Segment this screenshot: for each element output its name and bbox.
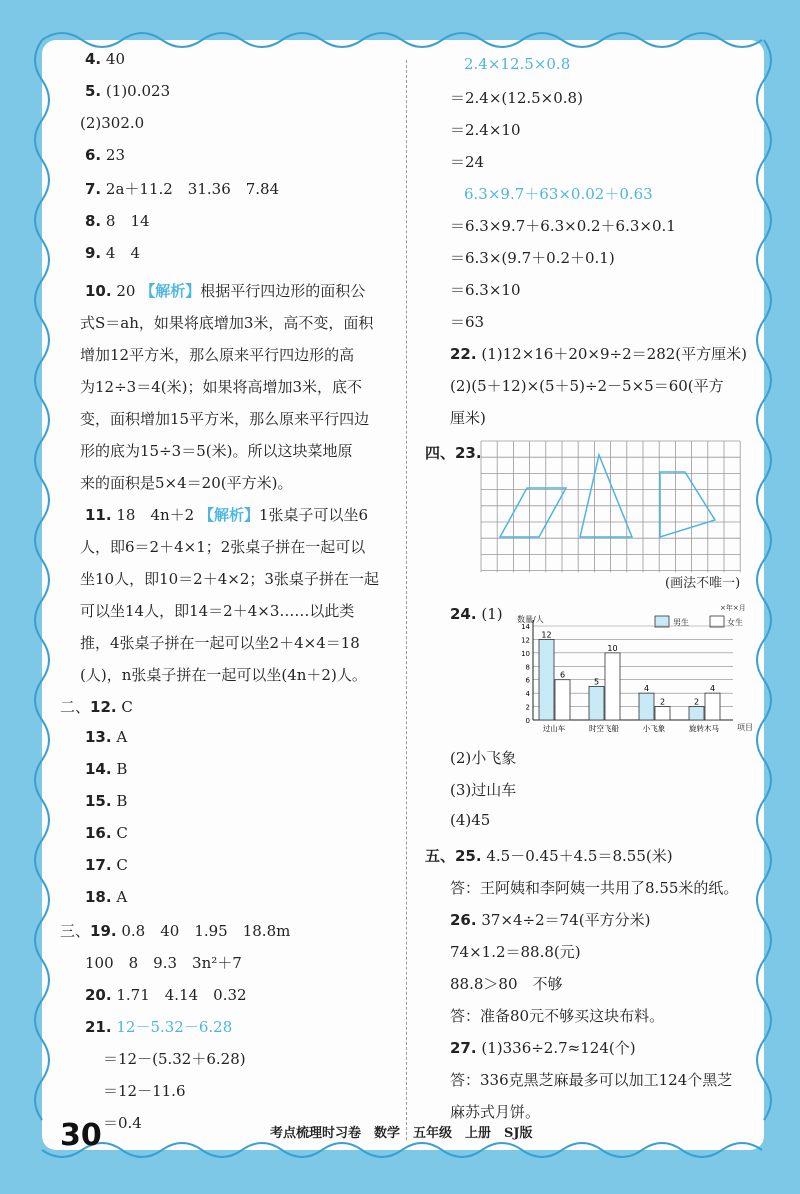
q11-answer: 18 4n＋2	[116, 506, 195, 524]
q10-answer: 20	[116, 282, 136, 300]
chart-ytick-label: 8	[525, 663, 530, 672]
sec2-item: 15. B	[85, 792, 128, 810]
chart-data-label: 5	[593, 677, 600, 687]
sec2-item: 二、12. C	[60, 698, 133, 716]
q20: 20. 1.71 4.14 0.32	[85, 986, 247, 1004]
q23-note: (画法不唯一)	[665, 576, 741, 591]
sec2-item: 18. A	[85, 888, 128, 906]
e2-expr: 6.3×9.7＋63×0.02＋0.63	[464, 185, 653, 203]
q11-number: 11.	[85, 506, 112, 524]
sec2-item: 17. C	[85, 856, 128, 874]
q10-text: 增加12平方米，那么原来平行四边形的高	[80, 346, 355, 364]
q26-line-2: 74×1.2＝88.8(元)	[450, 943, 581, 961]
e1-step: ＝2.4×(12.5×0.8)	[450, 89, 583, 107]
q10-line-0	[85, 280, 365, 301]
answer-item: 5. (1)0.023	[85, 82, 171, 100]
answer-item: (2)302.0	[80, 114, 145, 132]
q10-text: 来的面积是5×4＝20(平方米)。	[80, 474, 293, 492]
q11-analysis-tag: 【解析】	[198, 506, 259, 524]
e1-step: ＝2.4×10	[450, 121, 521, 139]
chart-category-label: 旋转木马	[689, 724, 719, 733]
legend-girl-swatch	[710, 616, 724, 627]
q10-text: 根据平行四边形的面积公	[200, 282, 366, 300]
chart-ytick-label: 0	[525, 717, 530, 725]
q10-text: 形的底为15÷3＝5(米)。所以这块菜地原	[80, 442, 353, 460]
q21-step: ＝12－11.6	[103, 1082, 186, 1100]
chart-bar	[589, 686, 604, 720]
q24-answer-3: (3)过山车	[450, 781, 517, 799]
q19-line-1: 三、19. 0.8 40 1.95 18.8m	[60, 922, 291, 940]
answer-item: 6. 23	[85, 146, 126, 164]
page-number: 30	[60, 1118, 102, 1153]
trapezoid-shape	[660, 472, 715, 537]
q26-line-1: 26. 37×4÷2＝74(平方分米)	[450, 911, 651, 929]
chart-bar	[639, 693, 654, 720]
section-3-label: 三、	[60, 922, 91, 940]
q11-text: (人)，n张桌子拼在一起可以坐(4n＋2)人。	[80, 666, 367, 684]
chart-data-label: 4	[709, 684, 716, 694]
chart-ylabel: 数量/人	[517, 615, 544, 624]
q25-line-1: 五、25. 4.5－0.45＋4.5＝8.55(米)	[425, 847, 673, 865]
answer-item: 9. 4 4	[85, 244, 141, 262]
chart-data-label: 10	[607, 643, 618, 653]
q10-number: 10.	[85, 282, 112, 300]
q11-text: 人，即6＝2＋4×1；2张桌子拼在一起可以	[80, 538, 366, 556]
parallelogram-shape	[500, 488, 566, 537]
chart-category-label: 过山车	[542, 724, 566, 733]
q11-line-0	[85, 504, 368, 525]
chart-ytick-label: 2	[525, 703, 530, 712]
q10-text: 式S＝ah，如果将底增加3米，高不变，面积	[80, 314, 374, 332]
answer-item: 7. 2a＋11.2 31.36 7.84	[85, 180, 280, 198]
q21-step: ＝12－(5.32＋6.28)	[103, 1050, 246, 1068]
chart-data-label: 12	[541, 630, 552, 640]
q11-text: 推，4张桌子拼在一起可以坐2＋4×4＝18	[80, 634, 360, 652]
q27-line-3: 麻苏式月饼。	[450, 1103, 541, 1121]
q24-part1: 24. (1)	[450, 605, 503, 623]
q24-answer-2: (2)小飞象	[450, 749, 517, 767]
chart-bar	[655, 707, 670, 720]
chart-bar	[689, 707, 704, 720]
q25-line-2: 答：王阿姨和李阿姨一共用了8.55米的纸。	[450, 879, 739, 897]
q10-analysis-tag: 【解析】	[140, 282, 201, 300]
e2-step: ＝6.3×10	[450, 281, 521, 299]
q11-text: 1张桌子可以坐6	[259, 506, 369, 524]
q24-answer-4: (4)45	[450, 811, 491, 829]
q22-line-2: (2)(5＋12)×(5＋5)÷2－5×5＝60(平方	[450, 377, 724, 395]
section-2-label: 二、	[60, 698, 91, 716]
sec2-item: 16. C	[85, 824, 128, 842]
q27-line-1: 27. (1)336÷2.7≈124(个)	[450, 1039, 636, 1057]
triangle-shape	[580, 455, 632, 537]
chart-date-note: ×年×月	[720, 604, 746, 612]
chart-data-label: 4	[643, 684, 650, 694]
answer-item: 8. 8 14	[85, 212, 150, 230]
chart-bar	[705, 693, 720, 720]
chart-ytick-label: 14	[521, 623, 530, 631]
chart-ytick-label: 10	[521, 649, 530, 658]
e2-step: ＝6.3×9.7＋6.3×0.2＋6.3×0.1	[450, 217, 676, 235]
chart-bar	[605, 653, 620, 720]
e2-step: ＝63	[450, 313, 485, 331]
q21-expr: 21. 12－5.32－6.28	[85, 1018, 233, 1036]
q26-line-4: 答：准备80元不够买这块布料。	[450, 1007, 665, 1025]
chart-bar	[539, 639, 554, 720]
q21-step: ＝0.4	[103, 1114, 142, 1132]
q19-line-2: 100 8 9.3 3n²＋7	[85, 954, 242, 972]
chart-bar	[555, 680, 570, 720]
chart-ytick-label: 4	[525, 690, 530, 699]
q24-bar-chart	[505, 598, 770, 738]
e1-step: ＝24	[450, 153, 485, 171]
legend-girl-label: 女生	[727, 618, 743, 627]
sec2-item: 13. A	[85, 728, 128, 746]
q27-line-2: 答：336克黑芝麻最多可以加工124个黑芝	[450, 1071, 733, 1089]
q10-text: 变，面积增加15平方米，那么原来平行四边	[80, 410, 370, 428]
sec2-item: 14. B	[85, 760, 128, 778]
footer-title: 考点梳理时习卷 数学 五年级 上册 SJ版	[270, 1126, 533, 1141]
chart-data-label: 2	[659, 697, 666, 707]
q23-label: 四、23.	[425, 444, 482, 462]
chart-data-label: 2	[693, 697, 700, 707]
q23-grid-figure	[480, 440, 742, 580]
q22-line-1: 22. (1)12×16＋20×9÷2＝282(平方厘米)	[450, 345, 747, 363]
e1-expr: 2.4×12.5×0.8	[464, 55, 571, 73]
q10-text: 为12÷3＝4(米)；如果将高增加3米，底不	[80, 378, 362, 396]
chart-category-label: 小飞象	[642, 724, 666, 733]
q11-text: 可以坐14人，即14＝2＋4×3……以此类	[80, 602, 355, 620]
q11-text: 坐10人，即10＝2＋4×2；3张桌子拼在一起	[80, 570, 379, 588]
chart-xlabel: 项目	[737, 723, 753, 732]
q26-line-3: 88.8＞80 不够	[450, 975, 563, 993]
answer-item: 4. 40	[85, 50, 126, 68]
chart-data-label: 6	[559, 670, 566, 680]
legend-boy-swatch	[655, 616, 669, 627]
legend-boy-label: 男生	[673, 618, 689, 627]
chart-ytick-label: 12	[521, 636, 530, 645]
chart-ytick-label: 6	[525, 676, 530, 685]
q22-line-3: 厘米)	[450, 409, 486, 427]
column-divider	[406, 60, 407, 1140]
e2-step: ＝6.3×(9.7＋0.2＋0.1)	[450, 249, 615, 267]
chart-category-label: 时空飞船	[589, 724, 619, 733]
